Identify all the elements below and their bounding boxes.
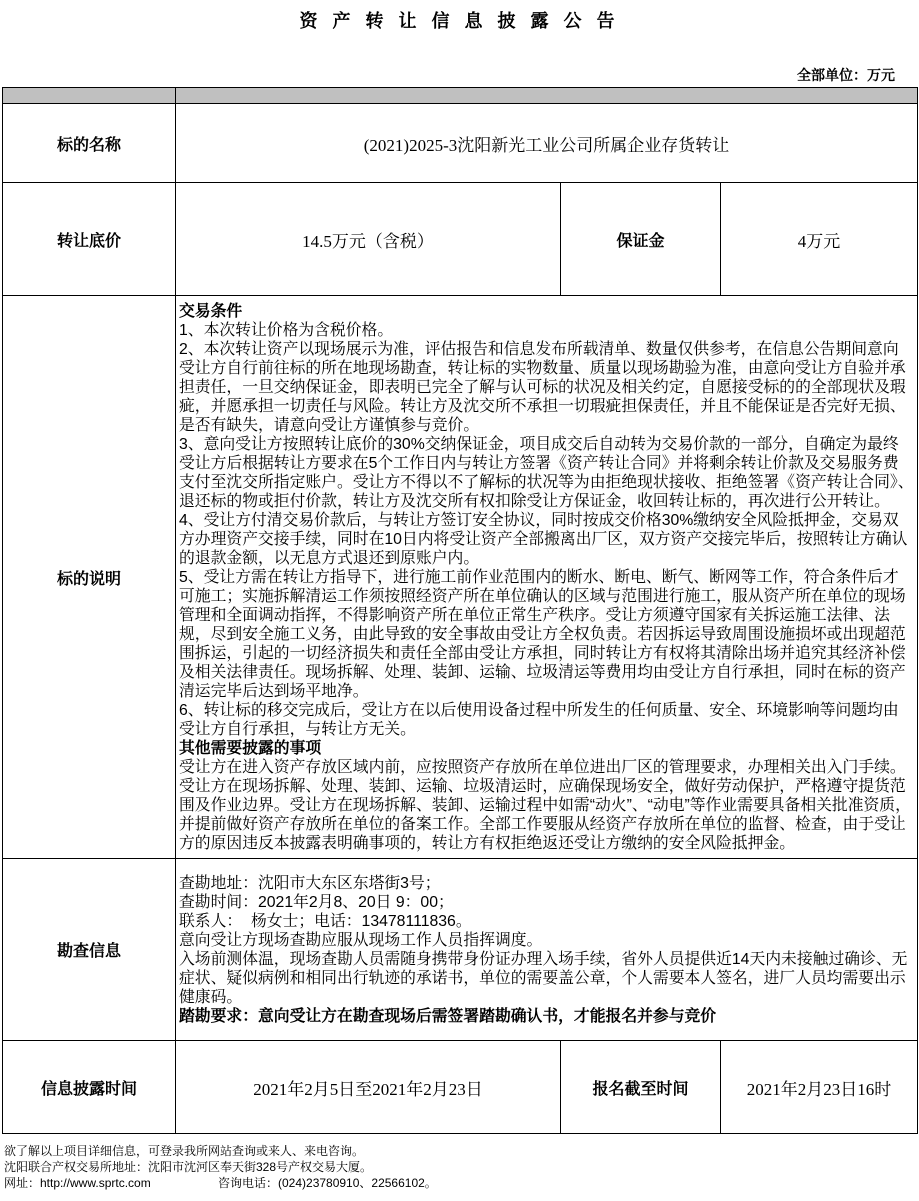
reserve-price-label-cell (2, 182, 176, 296)
registration-deadline-label-cell (560, 1040, 721, 1134)
description-content (175, 295, 918, 859)
page-title: 资 产 转 让 信 息 披 露 公 告 (299, 11, 620, 31)
survey-contact: 联系人： 杨女士；电话：13478111836。 (179, 912, 472, 930)
deposit-label: 保证金 (616, 232, 665, 250)
survey-content (175, 858, 918, 1041)
survey-label: 勘查信息 (56, 943, 121, 960)
deposit-value-cell (720, 182, 918, 296)
trade-condition-item: 6、转让标的移交完成后，受让方在以后使用设备过程中所发生的任何质量、安全、环境影响等问题均由受让方自行承担，与转让方无关。 (179, 702, 899, 738)
disclosure-time-label-cell (2, 1040, 176, 1134)
disclosure-time-value-cell (175, 1040, 561, 1134)
table-header-band-left (2, 87, 176, 104)
trade-condition-item: 1、本次转让价格为含税价格。 (179, 322, 394, 339)
reserve-price-value: 14.5万元（含税） (302, 231, 434, 251)
other-disclosures-heading: 其他需要披露的事项 (179, 740, 322, 757)
description-label-cell (2, 295, 176, 859)
asset-name-label: 标的名称 (56, 136, 121, 154)
asset-name-value: (2021)2025-3沈阳新光工业公司所属企业存货转让 (363, 135, 730, 155)
trade-condition-item: 3、意向受让方按照转让底价的30%交纳保证金，项目成交后自动转为交易价款的一部分，自确定为最终受让方后根据转让方要求在5个工作日内与转让方签署《资产转让合同》并将剩余转让价款及交易服务费支付至沈交所指定账户。受让方不得以不了解标的状况等为由拒绝现状接收、拒绝签署《资产转让合同》、退还标的物或拒付价款，转让方及沈交所有权扣除受让方保证金，收回转让标的，再次进行公开转让。 (179, 436, 914, 510)
trade-condition-item: 2、本次转让资产以现场展示为准，评估报告和信息发布所载清单、数量仅供参考，在信息公告期间意向受让方自行前往标的所在地现场勘查，转让标的实物数量、质量以现场勘验为准，由意向受让方自验并承担责任，一旦交纳保证金，即表明已完全了解与认可标的状况及相关约定，自愿接受标的的全部现状及瑕疵，并愿承担一切责任与风险。转让方及沈交所不承担一切瑕疵担保责任，并且不能保证是否完好无损、是否有缺失，请意向受让方谨慎参与竞价。 (179, 341, 906, 434)
other-disclosures-text: 受让方在进入资产存放区域内前，应按照资产存放所在单位进出厂区的管理要求，办理相关出入门手续。受让方在现场拆解、处理、装卸、运输、垃圾清运时，应确保现场安全，做好劳动保护，严格遵守提货范围及作业边界。受让方在现场拆解、装卸、运输过程中如需“动火”、“动电”等作业需要具备相关批准资质，并提前做好资产存放所在单位的备案工作。全部工作要服从经资产存放所在单位的监督、检查，由于受让方的原因违反本披露表明确事项的，转让方有权拒绝返还受让方缴纳的安全风险抵押金。 (179, 759, 911, 852)
reserve-price-label: 转让底价 (56, 232, 121, 250)
survey-requirement: 踏勘要求：意向受让方在勘查现场后需签署踏勘确认书，才能报名并参与竞价 (179, 1007, 717, 1025)
description-label: 标的说明 (56, 570, 121, 588)
deposit-value: 4万元 (797, 231, 841, 251)
deposit-label-cell (560, 182, 721, 296)
footer (4, 1143, 904, 1191)
survey-label-cell (2, 858, 176, 1041)
survey-address: 查勘地址：沈阳市大东区东塔街3号； (179, 874, 441, 892)
footer-contact-line (4, 1175, 904, 1191)
survey-instruction: 意向受让方现场查勘应服从现场工作人员指挥调度。 (179, 931, 543, 949)
disclosure-time-value: 2021年2月5日至2021年2月23日 (253, 1079, 483, 1099)
asset-name-value-cell (175, 103, 918, 183)
reserve-price-value-cell (175, 182, 561, 296)
asset-name-label-cell (2, 103, 176, 183)
registration-deadline-value: 2021年2月23日16时 (746, 1079, 892, 1099)
registration-deadline-value-cell (720, 1040, 918, 1134)
trade-conditions-heading: 交易条件 (179, 303, 243, 320)
survey-health-requirements: 入场前测体温，现场查勘人员需随身携带身份证办理入场手续，省外人员提供近14天内未接触过确诊、无症状、疑似病例和相同出行轨迹的承诺书，单位的需要盖公章，个人需要本人签名，进厂人员均需要出示健康码。 (179, 950, 908, 1006)
unit-note: 全部单位：万元 (797, 67, 895, 83)
registration-deadline-label: 报名截至时间 (592, 1080, 689, 1098)
footer-address-line: 沈阳联合产权交易所地址：沈阳市沈河区奉天街328号产权交易大厦。 (4, 1160, 373, 1174)
survey-time: 查勘时间：2021年2月8、20日 9：00； (179, 893, 454, 911)
footer-phone: 咨询电话：(024)23780910、22566102。 (218, 1176, 437, 1190)
trade-condition-item: 5、受让方需在转让方指导下，进行施工前作业范围内的断水、断电、断气、断网等工作，符合条件后才可施工；实施拆解清运工作须按照经资产所在单位确认的区域与范围进行施工，服从资产所在单位的现场管理和全面调动指挥，不得影响资产所在单位正常生产秩序。受让方须遵守国家有关拆运施工法律、法规，尽到安全施工义务，由此导致的安全事故由受让方全权负责。若因拆运导致周围设施损坏或出现超范围拆运，引起的一切经济损失和责任全部由受让方承担，同时转让方有权将其清除出场并追究其经济补偿及相关法律责任。现场拆解、处理、装卸、运输、垃圾清运等费用均由受让方自行承担，同时在标的资产清运完毕后达到场平地净。 (179, 569, 906, 700)
disclosure-time-label: 信息披露时间 (40, 1080, 137, 1098)
footer-website: 网址：http://www.sprtc.com (4, 1176, 151, 1190)
footer-info-line: 欲了解以上项目详细信息，可登录我所网站查询或来人、来电咨询。 (4, 1144, 365, 1158)
table-header-band-right (175, 87, 918, 104)
trade-condition-item: 4、受让方付清交易价款后，与转让方签订安全协议，同时按成交价格30%缴纳安全风险抵押金，交易双方办理资产交接手续，同时在10日内将受让资产全部搬离出厂区，双方资产交接完毕后，按照转让方确认的退款金额，以无息方式退还到原账户内。 (179, 512, 908, 567)
